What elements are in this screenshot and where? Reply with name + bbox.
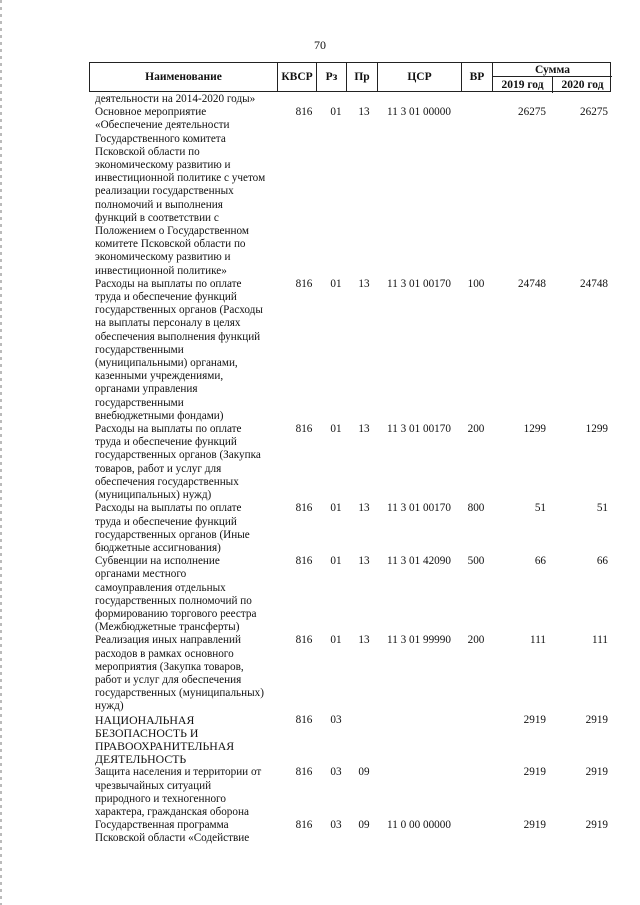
row-name: Расходы на выплаты по оплате труда и обеспечение функций государственных органов (Расходы на выплаты персоналу в целях обеспечения выполнения функций государственными (муниципальными) органами, казенными учреждениями, органами управления государственными внебюджетными фондами)	[95, 277, 263, 422]
row-kvsr: 816	[295, 423, 313, 436]
header-vr: ВР	[462, 63, 493, 91]
table-row	[0, 106, 640, 278]
row-vr: 100	[467, 277, 485, 290]
table-row	[0, 93, 640, 106]
row-vr: 200	[467, 423, 485, 436]
row-sum-2020: 51	[596, 502, 608, 515]
row-name: Расходы на выплаты по оплате труда и обеспечение функций государственных органов (Иные бюджетные ассигнования)	[95, 502, 250, 554]
row-sum-2020: 66	[596, 555, 608, 568]
row-sum-2020: 2919	[585, 713, 608, 726]
row-sum-2019: 66	[534, 555, 546, 568]
row-kvsr: 816	[295, 277, 313, 290]
row-csr: 11 3 01 00170	[387, 502, 451, 515]
row-pr: 09	[358, 766, 370, 779]
header-rz: Рз	[317, 63, 347, 91]
row-name: Защита населения и территории от чрезвычайных ситуаций природного и техногенного характера, гражданская оборона	[95, 766, 262, 818]
table-row	[0, 634, 640, 713]
row-vr: 500	[467, 555, 485, 568]
row-kvsr: 816	[295, 555, 313, 568]
row-name: Государственная программа Псковской области «Содействие	[95, 819, 250, 845]
row-rz: 01	[330, 423, 342, 436]
row-sum-2020: 2919	[585, 819, 608, 832]
row-rz: 01	[330, 277, 342, 290]
row-kvsr: 816	[295, 106, 313, 119]
row-rz: 03	[330, 766, 342, 779]
table-row	[0, 819, 640, 845]
table-row	[0, 278, 640, 423]
row-sum-2019: 24748	[518, 277, 546, 290]
row-pr: 09	[358, 819, 370, 832]
table-row	[0, 766, 640, 819]
row-pr: 13	[358, 555, 370, 568]
row-kvsr: 816	[295, 713, 313, 726]
header-2020: 2020 год	[561, 79, 604, 91]
header-2019: 2019 год	[493, 77, 553, 93]
row-csr: 11 3 01 00170	[387, 277, 451, 290]
header-name: Наименование	[90, 63, 278, 91]
row-rz: 03	[330, 713, 342, 726]
row-pr: 13	[358, 634, 370, 647]
row-kvsr: 816	[295, 502, 313, 515]
row-rz: 01	[330, 555, 342, 568]
table-row	[0, 555, 640, 634]
row-csr: 11 3 01 00170	[387, 423, 451, 436]
row-sum-2019: 2919	[523, 766, 546, 779]
row-sum-2019: 111	[530, 634, 546, 647]
row-pr: 13	[358, 502, 370, 515]
row-sum-2020: 24748	[580, 277, 608, 290]
header-csr: ЦСР	[378, 63, 462, 91]
row-name: НАЦИОНАЛЬНАЯ БЕЗОПАСНОСТЬ И ПРАВООХРАНИТЕЛЬНАЯ ДЕЯТЕЛЬНОСТЬ	[95, 712, 235, 767]
row-pr: 13	[358, 423, 370, 436]
row-sum-2020: 26275	[580, 106, 608, 119]
row-name: Основное мероприятие «Обеспечение деятельности Государственного комитета Псковской области по экономическому развитию и инвестиционной политике с учетом реализации государственных полномочий и выполнения функций в соответствии с Положением о Государственном комитете Псковской области по экономическому развитию и инвестиционной политике»	[95, 106, 266, 277]
table-body	[0, 93, 640, 846]
row-sum-2019: 2919	[523, 819, 546, 832]
row-sum-2019: 2919	[523, 713, 546, 726]
row-sum-2020: 111	[592, 634, 608, 647]
row-rz: 01	[330, 502, 342, 515]
header-kvsr: КВСР	[278, 63, 317, 91]
row-pr: 13	[358, 277, 370, 290]
table-row	[0, 423, 640, 502]
row-kvsr: 816	[295, 819, 313, 832]
row-kvsr: 816	[295, 634, 313, 647]
header-pr: Пр	[347, 63, 378, 91]
row-vr: 800	[467, 502, 485, 515]
row-sum-2019: 26275	[518, 106, 546, 119]
row-rz: 01	[330, 106, 342, 119]
row-csr: 11 3 01 42090	[387, 555, 451, 568]
row-name: Реализация иных направлений расходов в рамках основного мероприятия (Закупка товаров, работ и услуг для обеспечения государственных (муниципальных) нужд)	[95, 634, 264, 713]
row-sum-2020: 1299	[585, 423, 608, 436]
table-row	[0, 502, 640, 555]
row-kvsr: 816	[295, 766, 313, 779]
row-vr: 200	[467, 634, 485, 647]
row-sum-2020: 2919	[585, 766, 608, 779]
row-name: деятельности на 2014-2020 годы»	[95, 93, 256, 105]
header-sum: Сумма	[493, 63, 612, 77]
row-csr: 11 3 01 99990	[387, 634, 451, 647]
row-name: Расходы на выплаты по оплате труда и обеспечение функций государственных органов (Закупка товаров, работ и услуг для обеспечения государственных (муниципальных) нужд)	[95, 423, 261, 502]
row-name: Субвенции на исполнение органами местного самоуправления отдельных государственных полномочий по формированию торгового реестра (Межбюджетные трансферты)	[95, 555, 257, 634]
row-sum-2019: 51	[534, 502, 546, 515]
row-rz: 01	[330, 634, 342, 647]
page-number: 70	[314, 38, 326, 52]
row-pr: 13	[358, 106, 370, 119]
row-sum-2019: 1299	[523, 423, 546, 436]
row-rz: 03	[330, 819, 342, 832]
row-csr: 11 0 00 00000	[387, 819, 451, 832]
row-csr: 11 3 01 00000	[387, 106, 451, 119]
table-row	[0, 714, 640, 767]
table-header	[89, 62, 611, 92]
